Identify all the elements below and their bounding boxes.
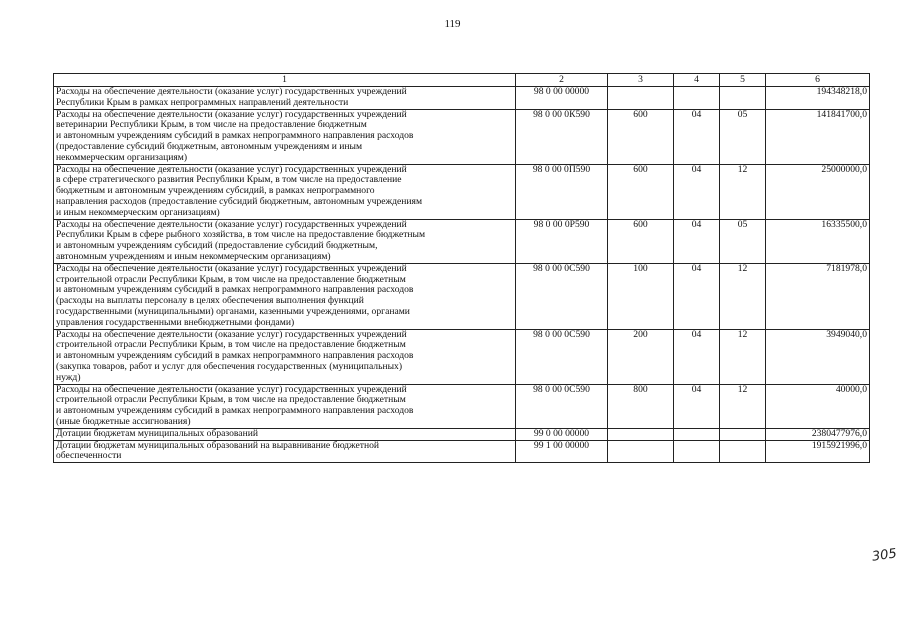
cell-vr bbox=[608, 440, 674, 463]
cell-sum: 141841700,0 bbox=[766, 109, 870, 164]
column-header-pr: 5 bbox=[720, 74, 766, 87]
cell-pr: 12 bbox=[720, 263, 766, 329]
page-number: 119 bbox=[444, 18, 461, 30]
cell-vr bbox=[608, 87, 674, 110]
cell-code: 99 1 00 00000 bbox=[516, 440, 608, 463]
cell-code: 98 0 00 0С590 bbox=[516, 263, 608, 329]
table-body bbox=[54, 87, 870, 463]
column-header-rz: 4 bbox=[674, 74, 720, 87]
handwritten-page-mark: 305 bbox=[871, 546, 898, 565]
cell-name: Расходы на обеспечение деятельности (оказание услуг) государственных учреждений строительной отрасли Республики Крым, в том числе на предоставление бюджетным и автономным учреждениям субсидий в рамках непрограммного направления расходов (закупка товаров, работ и услуг для обеспечения государственных (муниципальных) нужд) bbox=[54, 329, 516, 384]
cell-rz bbox=[674, 428, 720, 440]
cell-sum: 1915921996,0 bbox=[766, 440, 870, 463]
cell-sum: 40000,0 bbox=[766, 384, 870, 428]
cell-name: Расходы на обеспечение деятельности (оказание услуг) государственных учреждений Республики Крым в рамках непрограммных направлений деятельности bbox=[54, 87, 516, 110]
cell-rz bbox=[674, 87, 720, 110]
cell-rz: 04 bbox=[674, 109, 720, 164]
table-row bbox=[54, 109, 870, 164]
cell-sum: 3949040,0 bbox=[766, 329, 870, 384]
column-header-sum: 6 bbox=[766, 74, 870, 87]
cell-vr: 800 bbox=[608, 384, 674, 428]
cell-sum: 194348218,0 bbox=[766, 87, 870, 110]
cell-sum: 25000000,0 bbox=[766, 164, 870, 219]
cell-sum: 7181978,0 bbox=[766, 263, 870, 329]
table-row bbox=[54, 440, 870, 463]
cell-vr bbox=[608, 428, 674, 440]
cell-pr: 12 bbox=[720, 384, 766, 428]
cell-rz: 04 bbox=[674, 384, 720, 428]
cell-name: Расходы на обеспечение деятельности (оказание услуг) государственных учреждений Республики Крым в сфере рыбного хозяйства, в том числе на предоставление бюджетным и автономным учреждениям субсидий (предоставление субсидий бюджетным, автономным учреждениям и иным некоммерческим организациям) bbox=[54, 219, 516, 263]
cell-rz: 04 bbox=[674, 263, 720, 329]
cell-code: 98 0 00 00000 bbox=[516, 87, 608, 110]
table-row bbox=[54, 428, 870, 440]
cell-rz: 04 bbox=[674, 329, 720, 384]
cell-vr: 600 bbox=[608, 109, 674, 164]
cell-pr bbox=[720, 87, 766, 110]
table-row bbox=[54, 329, 870, 384]
cell-rz: 04 bbox=[674, 219, 720, 263]
cell-pr: 05 bbox=[720, 109, 766, 164]
table-row bbox=[54, 164, 870, 219]
table-row bbox=[54, 384, 870, 428]
cell-code: 98 0 00 0К590 bbox=[516, 109, 608, 164]
cell-rz bbox=[674, 440, 720, 463]
cell-code: 98 0 00 0С590 bbox=[516, 384, 608, 428]
cell-pr: 12 bbox=[720, 164, 766, 219]
column-header-code: 2 bbox=[516, 74, 608, 87]
cell-sum: 16335500,0 bbox=[766, 219, 870, 263]
cell-vr: 600 bbox=[608, 219, 674, 263]
cell-name: Дотации бюджетам муниципальных образований bbox=[54, 428, 516, 440]
cell-sum: 2380477976,0 bbox=[766, 428, 870, 440]
column-header-name: 1 bbox=[54, 74, 516, 87]
cell-pr: 05 bbox=[720, 219, 766, 263]
cell-pr bbox=[720, 428, 766, 440]
cell-name: Расходы на обеспечение деятельности (оказание услуг) государственных учреждений строительной отрасли Республики Крым, в том числе на предоставление бюджетным и автономным учреждениям субсидий в рамках непрограммного направления расходов (расходы на выплаты персоналу в целях обеспечения выполнения функций государственными (муниципальными) органами, казенными учреждениями, органами управления государственными внебюджетными фондами) bbox=[54, 263, 516, 329]
cell-name: Расходы на обеспечение деятельности (оказание услуг) государственных учреждений ветеринарии Республики Крым, в том числе на предоставление бюджетным и автономным учреждениям субсидий в рамках непрограммного направления расходов (предоставление субсидий бюджетным, автономным учреждениям и иным некоммерческим организациям) bbox=[54, 109, 516, 164]
table-header-row bbox=[54, 74, 870, 87]
cell-vr: 100 bbox=[608, 263, 674, 329]
cell-code: 98 0 00 0П590 bbox=[516, 164, 608, 219]
column-header-vr: 3 bbox=[608, 74, 674, 87]
table-row bbox=[54, 263, 870, 329]
budget-table bbox=[53, 73, 870, 463]
cell-code: 99 0 00 00000 bbox=[516, 428, 608, 440]
cell-vr: 600 bbox=[608, 164, 674, 219]
cell-vr: 200 bbox=[608, 329, 674, 384]
cell-name: Расходы на обеспечение деятельности (оказание услуг) государственных учреждений строительной отрасли Республики Крым, в том числе на предоставление бюджетным и автономным учреждениям субсидий в рамках непрограммного направления расходов (иные бюджетные ассигнования) bbox=[54, 384, 516, 428]
cell-name: Расходы на обеспечение деятельности (оказание услуг) государственных учреждений в сфере стратегического развития Республики Крым, в том числе на предоставление бюджетным и автономным учреждениям субсидий, в рамках непрограммного направления расходов (предоставление субсидий бюджетным, автономным учреждениям и иным некоммерческим организациям) bbox=[54, 164, 516, 219]
table-row bbox=[54, 219, 870, 263]
cell-pr bbox=[720, 440, 766, 463]
cell-code: 98 0 00 0Р590 bbox=[516, 219, 608, 263]
cell-pr: 12 bbox=[720, 329, 766, 384]
cell-code: 98 0 00 0С590 bbox=[516, 329, 608, 384]
table-row bbox=[54, 87, 870, 110]
cell-name: Дотации бюджетам муниципальных образований на выравнивание бюджетной обеспеченности bbox=[54, 440, 516, 463]
cell-rz: 04 bbox=[674, 164, 720, 219]
